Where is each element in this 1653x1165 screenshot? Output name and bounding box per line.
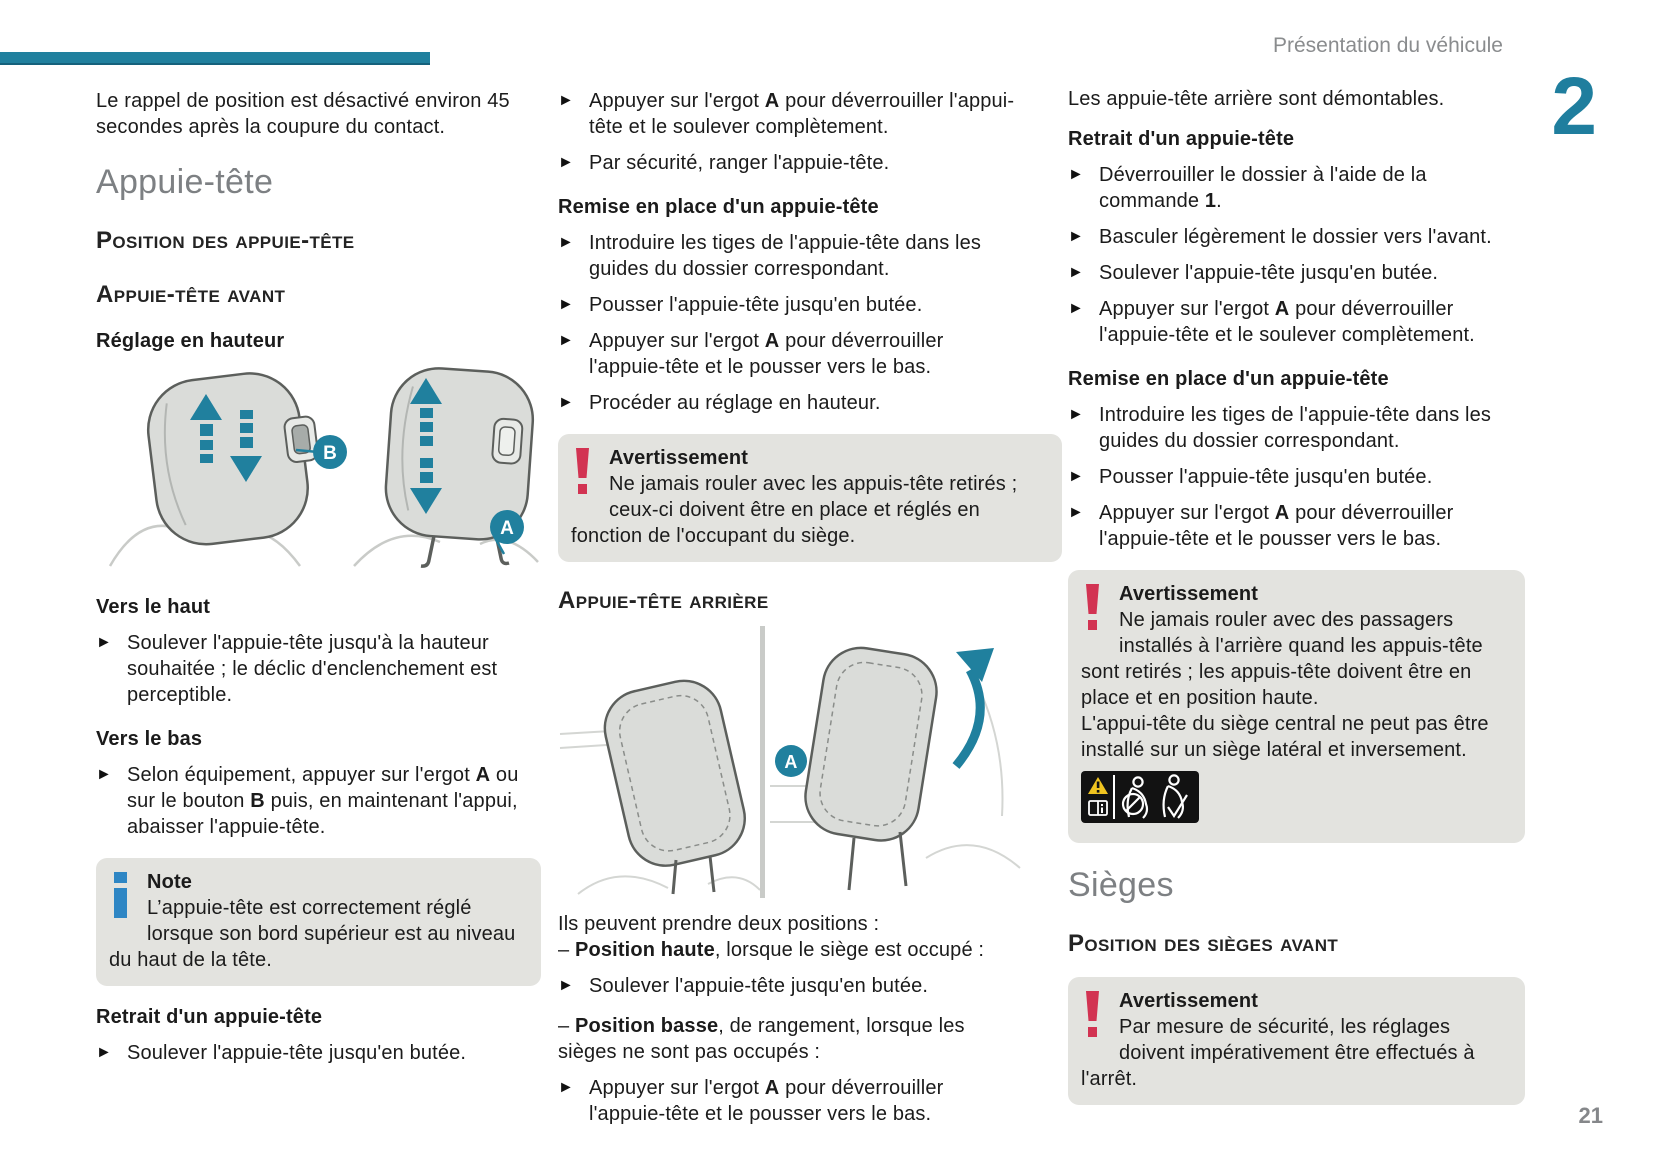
warning-box-rear — [1068, 570, 1525, 843]
note-text: L’appuie-tête est correctement réglé lorsque son bord supérieur est au niveau du haut de la tête. — [109, 897, 516, 971]
instruction-text: Soulever l'appuie-tête jusqu'à la hauteur souhaitée ; le déclic d'enclenchement est perceptible. — [127, 632, 498, 706]
instruction-text: Pousser l'appuie-tête jusqu'en butée. — [589, 294, 923, 316]
instruction-text: Pousser l'appuie-tête jusqu'en butée. — [1099, 466, 1433, 488]
instruction-text: Appuyer sur l'ergot A pour déverrouiller l'appuie-tête et le pousser vers le bas. — [589, 330, 944, 378]
instruction-text: Appuyer sur l'ergot A pour déverrouiller l'appuie-tête et le soulever complètement. — [1099, 298, 1475, 346]
bullet-arrow-icon: ► — [96, 1044, 112, 1061]
bullet-arrow-icon: ► — [558, 296, 574, 313]
bullet-arrow-icon: ► — [1068, 504, 1084, 521]
bullet-arrow-icon: ► — [96, 766, 112, 783]
warning-text: Ne jamais rouler avec des passagers installés à l'arrière quand les appuis-tête sont retirés ; les appuis-tête doivent être en place et en position haute. — [1081, 609, 1483, 709]
dash-item-haute: – Position haute, lorsque le siège est occupé : — [558, 939, 985, 961]
rotate-up-arrow-icon — [956, 670, 980, 766]
intro-paragraph: Le rappel de position est désactivé environ 45 secondes après la coupure du contact. — [96, 90, 510, 138]
instruction-item — [558, 88, 1023, 140]
instruction-item — [96, 1040, 541, 1066]
bullet-arrow-icon: ► — [96, 634, 112, 651]
instruction-item — [1068, 464, 1525, 490]
instruction-text: Procéder au réglage en hauteur. — [589, 392, 881, 414]
bullet-arrow-icon: ► — [1068, 300, 1084, 317]
bullet-arrow-icon: ► — [558, 234, 574, 251]
chapter-accent-bar — [0, 52, 430, 65]
instruction-text: Basculer légèrement le dossier vers l'avant. — [1099, 226, 1492, 248]
warning-text: L'appui-tête du siège central ne peut pas être installé sur un siège latéral et inversement. — [1081, 713, 1489, 761]
info-icon — [112, 872, 129, 920]
instruction-item — [558, 328, 1023, 380]
warning-box — [558, 434, 1062, 562]
column-right — [1068, 86, 1525, 1105]
bullet-arrow-icon: ► — [1068, 406, 1084, 423]
page-header: Présentation du véhicule — [1273, 34, 1503, 57]
rear-headrest-figure — [558, 626, 1023, 905]
instruction-text: Déverrouiller le dossier à l'aide de la commande 1. — [1099, 164, 1427, 212]
instruction-text: Appuyer sur l'ergot A pour déverrouiller l'appuie-tête et le pousser vers le bas. — [589, 1077, 944, 1125]
section-appuie-tete-arriere: Appuie-tête arrière — [558, 587, 769, 614]
front-headrest-drawing — [96, 364, 541, 569]
warning-box-sieges — [1068, 977, 1525, 1105]
bullet-arrow-icon: ► — [558, 394, 574, 411]
figure-label-a: A — [784, 752, 798, 772]
instruction-item — [1068, 260, 1525, 286]
warning-exclamation-icon — [1084, 584, 1101, 632]
rear-headrest-drawing — [558, 626, 1023, 898]
warning-title: Avertissement — [1119, 990, 1259, 1012]
instruction-item — [1068, 224, 1525, 250]
instruction-text: Soulever l'appuie-tête jusqu'en butée. — [589, 975, 929, 997]
figure-label-a: A — [500, 518, 514, 539]
instruction-item — [96, 630, 541, 708]
instruction-item — [558, 973, 1023, 999]
bullet-arrow-icon: ► — [1068, 166, 1084, 183]
note-title: Note — [147, 871, 193, 893]
panel-divider — [760, 626, 765, 898]
page-title: Appuie-tête — [96, 163, 274, 201]
figure-label-b: B — [323, 443, 337, 464]
subsection-vers-le-haut: Vers le haut — [96, 596, 211, 618]
instruction-text: Soulever l'appuie-tête jusqu'en butée. — [127, 1042, 467, 1064]
instruction-item — [1068, 162, 1525, 214]
subsection-remise: Remise en place d'un appuie-tête — [558, 196, 879, 218]
instruction-text: Soulever l'appuie-tête jusqu'en butée. — [1099, 262, 1439, 284]
bullet-arrow-icon: ► — [558, 977, 574, 994]
warning-title: Avertissement — [609, 447, 749, 469]
intro-paragraph: Les appuie-tête arrière sont démontables. — [1068, 88, 1445, 110]
warning-text: Par mesure de sécurité, les réglages doivent impérativement être effectués à l'arrêt. — [1081, 1016, 1475, 1090]
subsection-vers-le-bas: Vers le bas — [96, 728, 203, 750]
subsection-reglage-hauteur: Réglage en hauteur — [96, 330, 285, 352]
warning-title: Avertissement — [1119, 583, 1259, 605]
headrest-safety-label — [1081, 771, 1512, 830]
instruction-text: Selon équipement, appuyer sur l'ergot A ou sur le bouton B puis, en maintenant l'appui, abaisser l'appuie-tête. — [127, 764, 519, 838]
instruction-text: Par sécurité, ranger l'appuie-tête. — [589, 152, 890, 174]
subsection-retrait: Retrait d'un appuie-tête — [96, 1006, 323, 1028]
bullet-arrow-icon: ► — [558, 154, 574, 171]
page-number: 21 — [1578, 1103, 1603, 1128]
section-position-appuie-tete: Position des appuie-tête — [96, 227, 355, 254]
instruction-item — [1068, 500, 1525, 552]
instruction-item — [558, 1075, 1023, 1127]
section-title-sieges: Sièges — [1068, 866, 1174, 904]
warning-text: Ne jamais rouler avec les appuis-tête retirés ; ceux-ci doivent être en place et réglés en fonction de l'occupant du siège. — [571, 473, 1018, 547]
safety-pictogram-icon — [1081, 771, 1199, 823]
instruction-text: Introduire les tiges de l'appuie-tête dans les guides du dossier correspondant. — [589, 232, 982, 280]
positions-paragraph: Ils peuvent prendre deux positions : — [558, 913, 880, 935]
instruction-text: Appuyer sur l'ergot A pour déverrouiller l'appui-tête et le soulever complètement. — [589, 90, 1015, 138]
section-position-sieges-avant: Position des sièges avant — [1068, 930, 1339, 957]
instruction-item — [1068, 296, 1525, 348]
column-left — [96, 88, 541, 1066]
instruction-item — [558, 150, 1023, 176]
warning-exclamation-icon — [1084, 991, 1101, 1039]
instruction-item — [1068, 402, 1525, 454]
instruction-item — [96, 762, 541, 840]
bullet-arrow-icon: ► — [558, 332, 574, 349]
instruction-item — [558, 230, 1023, 282]
bullet-arrow-icon: ► — [558, 1079, 574, 1096]
instruction-text: Appuyer sur l'ergot A pour déverrouiller l'appuie-tête et le pousser vers le bas. — [1099, 502, 1454, 550]
column-middle — [558, 88, 1023, 1127]
instruction-item — [558, 390, 1023, 416]
note-box — [96, 858, 541, 986]
bullet-arrow-icon: ► — [1068, 228, 1084, 245]
instruction-text: Introduire les tiges de l'appuie-tête dans les guides du dossier correspondant. — [1099, 404, 1492, 452]
bullet-arrow-icon: ► — [1068, 468, 1084, 485]
dash-item-basse: – Position basse, de rangement, lorsque les sièges ne sont pas occupés : — [558, 1015, 965, 1063]
front-headrest-figure — [96, 364, 541, 576]
section-appuie-tete-avant: Appuie-tête avant — [96, 281, 286, 308]
instruction-item — [558, 292, 1023, 318]
bullet-arrow-icon: ► — [1068, 264, 1084, 281]
subsection-retrait: Retrait d'un appuie-tête — [1068, 128, 1295, 150]
warning-exclamation-icon — [574, 448, 591, 496]
subsection-remise: Remise en place d'un appuie-tête — [1068, 368, 1389, 390]
bullet-arrow-icon: ► — [558, 92, 574, 109]
chapter-number: 2 — [1551, 61, 1597, 152]
